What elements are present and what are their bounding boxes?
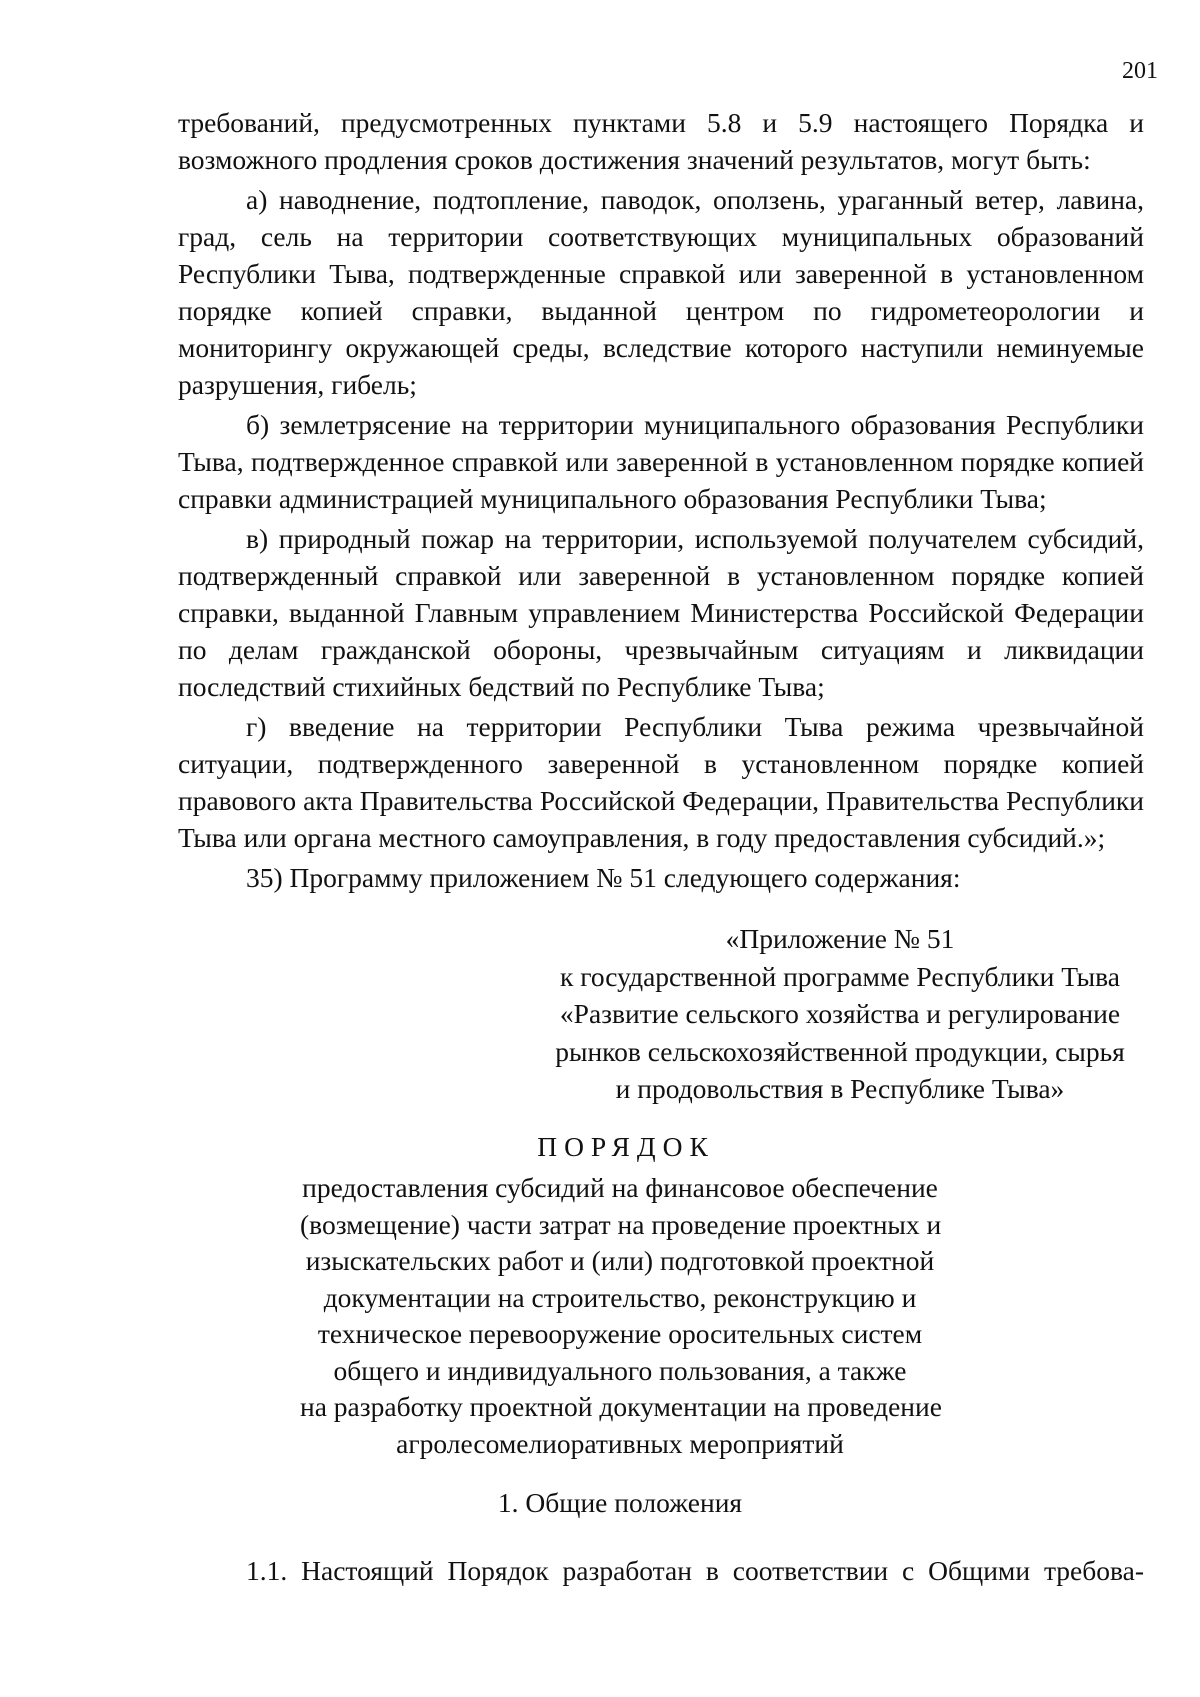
- paragraph-1-1: 1.1. Настоящий Порядок разработан в соответствии с Общими требова-: [246, 1555, 1144, 1586]
- subtitle-line: изыскательских работ и (или) подготовкой проектной: [305, 1245, 935, 1276]
- subtitle-line: предоставления субсидий на финансовое обеспечение: [302, 1172, 938, 1203]
- paragraph-item-v: в) природный пожар на территории, используемой получателем субсидий, подтвержденный справкой или заверенной в установленном порядке копией справки, выданной Главным управлением Министерства Российской Федерации по делам гражданской обороны, чрезвычайным ситуациям и ликвидации последствий стихийных бедствий по Республике Тыва;: [178, 523, 1144, 702]
- appendix-header: [540, 920, 1140, 1108]
- paragraph-item-g: г) введение на территории Республики Тыва режима чрезвычайной ситуации, подтвержденного заверенной в установленном порядке копией правового акта Правительства Российской Федерации, Правительства Республики Тыва или органа местного самоуправления, в году предоставления субсидий.»;: [178, 711, 1144, 853]
- subtitle-line: документации на строительство, реконструкцию и: [323, 1281, 917, 1313]
- subtitle-line: агролесомелиоративных мероприятий: [396, 1427, 844, 1459]
- subtitle-line: техническое перевооружение оросительных систем: [317, 1318, 923, 1349]
- document-subtitle: [300, 1170, 940, 1462]
- subtitle-line: на разработку проектной документации на проведение: [300, 1391, 942, 1422]
- paragraph-item-a: а) наводнение, подтопление, паводок, оползень, ураганный ветер, лавина, град, сель на территории соответствующих муниципальных образований Республики Тыва, подтвержденные справкой или заверенной в установленном порядке копией справки, выданной центром по гидрометеорологии и мониторингу окружающей среды, вследствие которого наступили неминуемые разрушения, гибель;: [178, 184, 1144, 400]
- section-heading: 1. Общие положения: [497, 1487, 743, 1518]
- appendix-line: рынков сельскохозяйственной продукции, сырья: [555, 1035, 1125, 1067]
- paragraph-item-b: б) землетрясение на территории муниципального образования Республики Тыва, подтвержденное справкой или заверенной в установленном порядке копией справки администрацией муниципального образования Республики Тыва;: [178, 409, 1144, 514]
- appendix-line: к государственной программе Республики Тыва: [559, 960, 1120, 992]
- appendix-line: и продовольствия в Республике Тыва»: [615, 1073, 1065, 1104]
- paragraph-continuation: требований, предусмотренных пунктами 5.8 и 5.9 настоящего Порядка и возможного продления сроков достижения значений результатов, могут быть:: [178, 107, 1144, 175]
- appendix-line: «Приложение № 51: [725, 923, 955, 954]
- appendix-line: «Развитие сельского хозяйства и регулирование: [559, 998, 1121, 1029]
- subtitle-line: общего и индивидуального пользования, а также: [333, 1354, 907, 1386]
- paragraph-item-35: 35) Программу приложением № 51 следующего содержания:: [246, 862, 961, 893]
- subtitle-line: (возмещение) части затрат на проведение проектных и: [300, 1208, 942, 1240]
- page-number: 201: [1122, 58, 1158, 84]
- document-title: ПОРЯДОК: [537, 1131, 715, 1162]
- body-text: [178, 104, 1144, 899]
